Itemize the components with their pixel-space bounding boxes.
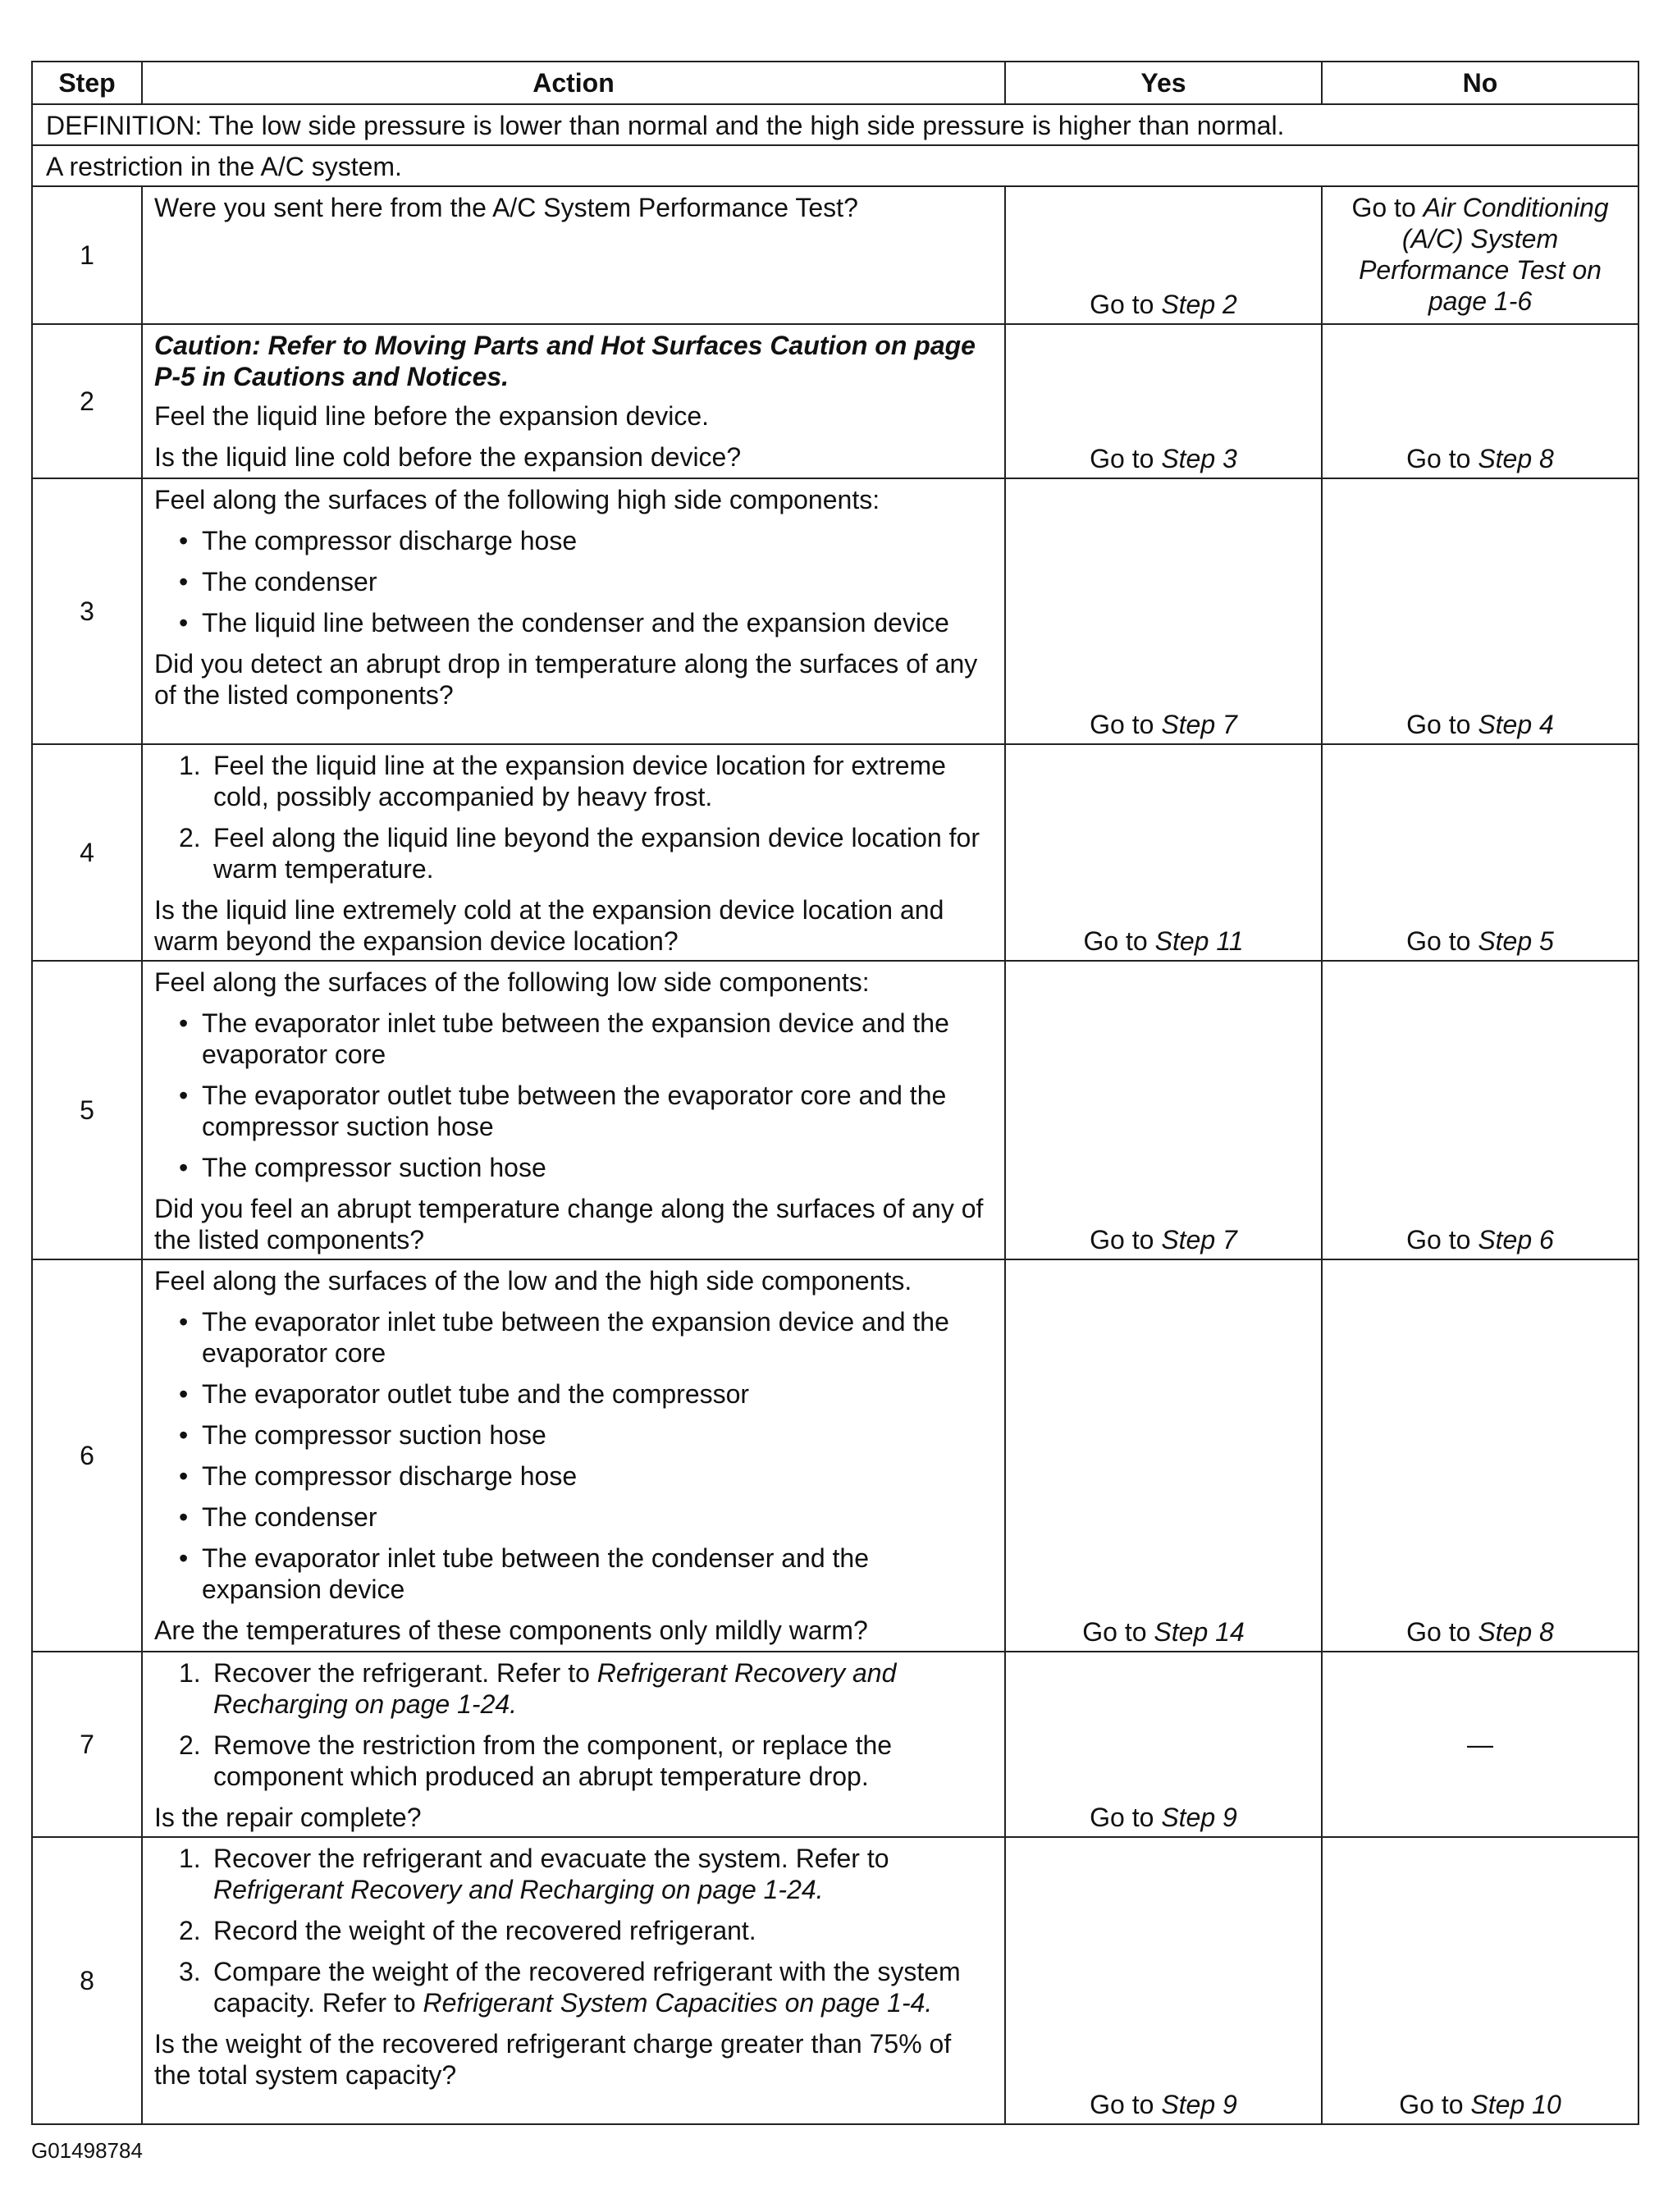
header-no: No (1322, 62, 1638, 104)
item-text: The liquid line between the condenser and the expansion device (202, 608, 949, 638)
list-item (154, 1956, 993, 2018)
item-text (213, 1657, 993, 1720)
list-item (154, 750, 993, 812)
header-step: Step (32, 62, 142, 104)
item-text (213, 1956, 993, 2018)
step-number: 6 (32, 1259, 142, 1652)
bullet-mark: • (179, 608, 189, 638)
yes-cell (1005, 478, 1322, 744)
step-number: 8 (32, 1837, 142, 2124)
item-text: Feel the liquid line at the expansion device location for extreme cold, possibly accompanied by heavy frost. (213, 751, 946, 811)
item-text: The evaporator inlet tube between the condenser and the expansion device (202, 1543, 870, 1604)
no-dash: — (1467, 1730, 1493, 1759)
intro-text: Feel along the surfaces of the following low side components: (154, 967, 870, 997)
step-number: 2 (32, 324, 142, 478)
step-action (142, 478, 1005, 744)
yes-prefix: Go to (1083, 926, 1155, 956)
yes-prefix: Go to (1082, 1617, 1154, 1647)
yes-step-link[interactable]: Step 9 (1161, 1803, 1237, 1832)
no-prefix: Go to (1351, 193, 1424, 222)
step-row-8 (32, 1837, 1638, 2124)
no-step-link[interactable]: Step 10 (1470, 2090, 1561, 2119)
no-prefix: Go to (1406, 926, 1478, 956)
yes-step-link[interactable]: Step 9 (1161, 2090, 1237, 2119)
no-cell (1322, 744, 1638, 961)
list-item (154, 1306, 993, 1369)
list-item (154, 1915, 993, 1946)
item-text: Feel along the liquid line beyond the expansion device location for warm temperature. (213, 823, 980, 884)
intro-text: Feel along the surfaces of the following high side components: (154, 485, 880, 514)
step-action (142, 1652, 1005, 1837)
step-number: 3 (32, 478, 142, 744)
yes-cell (1005, 1837, 1322, 2124)
list-item (154, 1501, 993, 1533)
step-row-4 (32, 744, 1638, 961)
no-step-link[interactable]: Step 6 (1478, 1225, 1554, 1255)
no-cell (1322, 1652, 1638, 1837)
definition-line-2: A restriction in the A/C system. (32, 145, 1638, 186)
yes-prefix: Go to (1090, 1803, 1162, 1832)
step-action (142, 1259, 1005, 1652)
header-action: Action (142, 62, 1005, 104)
step-number: 4 (32, 744, 142, 961)
item-text-part: Recover the refrigerant and evacuate the system. Refer to (213, 1844, 889, 1873)
question-text: Is the liquid line cold before the expansion device? (154, 442, 742, 472)
list-item (154, 1419, 993, 1451)
bullet-mark: • (179, 1307, 189, 1337)
number-mark: 2. (179, 1916, 201, 1945)
item-text: Remove the restriction from the component, or replace the component which produced an abrupt temperature drop. (213, 1730, 893, 1791)
list-item (154, 822, 993, 884)
yes-step-link[interactable]: Step 7 (1161, 1225, 1237, 1255)
item-text: The evaporator outlet tube and the compressor (202, 1379, 750, 1409)
step-number: 1 (32, 186, 142, 324)
yes-prefix: Go to (1090, 2090, 1162, 2119)
list-item (154, 1378, 993, 1410)
bullet-mark: • (179, 567, 189, 596)
number-mark: 2. (179, 823, 201, 852)
header-yes: Yes (1005, 62, 1322, 104)
step-row-2 (32, 324, 1638, 478)
no-prefix: Go to (1406, 710, 1478, 739)
item-text: The condenser (202, 567, 377, 596)
list-item (154, 1843, 993, 1905)
yes-cell (1005, 1259, 1322, 1652)
list-item (154, 566, 993, 597)
number-mark: 3. (179, 1957, 201, 1986)
bullet-mark: • (179, 1153, 189, 1182)
item-text: The compressor discharge hose (202, 1461, 578, 1491)
step-number: 7 (32, 1652, 142, 1837)
question-text: Did you feel an abrupt temperature change along the surfaces of any of the listed components? (154, 1194, 984, 1255)
no-cell (1322, 324, 1638, 478)
definition-row-2 (32, 145, 1638, 186)
item-text: The evaporator inlet tube between the expansion device and the evaporator core (202, 1008, 949, 1069)
step-row-5 (32, 961, 1638, 1259)
item-text-part: Compare the weight of the recovered refrigerant with the system capacity. Refer to (213, 1957, 961, 2018)
yes-step-link[interactable]: Step 14 (1154, 1617, 1245, 1647)
yes-step-link[interactable]: Step 7 (1161, 710, 1237, 739)
item-text: The evaporator outlet tube between the evaporator core and the compressor suction hose (202, 1081, 947, 1141)
step-action (142, 961, 1005, 1259)
diagnostic-table (31, 61, 1639, 2125)
yes-cell (1005, 961, 1322, 1259)
item-text (213, 1843, 993, 1905)
bullet-mark: • (179, 1543, 189, 1573)
no-cell (1322, 478, 1638, 744)
definition-line-1: DEFINITION: The low side pressure is lower than normal and the high side pressure is higher than normal. (32, 104, 1638, 145)
number-mark: 1. (179, 751, 201, 780)
item-text: The compressor suction hose (202, 1153, 546, 1182)
yes-prefix: Go to (1090, 290, 1162, 319)
yes-prefix: Go to (1090, 1225, 1162, 1255)
no-cell (1322, 1259, 1638, 1652)
question-text: Is the repair complete? (154, 1803, 422, 1832)
item-text: The condenser (202, 1502, 377, 1532)
no-step-link[interactable]: Step 4 (1478, 710, 1554, 739)
step-row-3 (32, 478, 1638, 744)
step-row-6 (32, 1259, 1638, 1652)
yes-cell (1005, 186, 1322, 324)
step-row-7 (32, 1652, 1638, 1837)
action-text: Feel the liquid line before the expansion device. (154, 401, 709, 431)
no-prefix: Go to (1406, 444, 1478, 473)
list-item (154, 1730, 993, 1792)
yes-step-link[interactable]: Step 2 (1161, 290, 1237, 319)
no-prefix: Go to (1406, 1617, 1478, 1647)
no-prefix: Go to (1406, 1225, 1478, 1255)
step-row-1 (32, 186, 1638, 324)
bullet-mark: • (179, 1461, 189, 1491)
yes-prefix: Go to (1090, 444, 1162, 473)
capacities-reference-link[interactable]: Refrigerant System Capacities on page 1-4. (423, 1988, 933, 2018)
number-mark: 1. (179, 1844, 201, 1873)
list-item (154, 1460, 993, 1492)
no-step-link[interactable]: Step 5 (1478, 926, 1554, 956)
step-number: 5 (32, 961, 142, 1259)
item-text: The compressor discharge hose (202, 526, 578, 555)
item-text: The compressor suction hose (202, 1420, 546, 1450)
bullet-mark: • (179, 1081, 189, 1110)
yes-cell (1005, 1652, 1322, 1837)
bullet-mark: • (179, 1420, 189, 1450)
yes-prefix: Go to (1090, 710, 1162, 739)
no-cell (1322, 186, 1638, 324)
action-text: Were you sent here from the A/C System Performance Test? (154, 193, 858, 222)
procedure-reference-link[interactable]: Refrigerant Recovery and Recharging on page 1-24. (213, 1875, 824, 1904)
no-cell (1322, 961, 1638, 1259)
question-text: Is the weight of the recovered refrigerant charge greater than 75% of the total system capacity? (154, 2029, 952, 2090)
number-mark: 1. (179, 1658, 201, 1688)
yes-cell (1005, 324, 1322, 478)
yes-step-link[interactable]: Step 11 (1154, 926, 1244, 956)
header-row (32, 62, 1638, 104)
list-item (154, 525, 993, 556)
bullet-mark: • (179, 1379, 189, 1409)
no-step-link[interactable]: Step 8 (1478, 1617, 1554, 1647)
intro-text: Feel along the surfaces of the low and the high side components. (154, 1266, 912, 1296)
list-item (154, 1008, 993, 1070)
question-text: Are the temperatures of these components only mildly warm? (154, 1616, 868, 1645)
step-action (142, 186, 1005, 324)
list-item (154, 1152, 993, 1183)
definition-row (32, 104, 1638, 145)
question-text: Is the liquid line extremely cold at the expansion device location and warm beyond the expansion device location? (154, 895, 944, 956)
step-action (142, 1837, 1005, 2124)
figure-id: G01498784 (31, 2138, 143, 2163)
yes-step-link[interactable]: Step 3 (1161, 444, 1237, 473)
item-text: The evaporator inlet tube between the expansion device and the evaporator core (202, 1307, 949, 1368)
bullet-mark: • (179, 526, 189, 555)
question-text: Did you detect an abrupt drop in temperature along the surfaces of any of the listed components? (154, 649, 978, 710)
no-prefix: Go to (1399, 2090, 1471, 2119)
step-action (142, 744, 1005, 961)
caution-text: Caution: Refer to Moving Parts and Hot Surfaces Caution on page P-5 in Cautions and Notices. (154, 331, 976, 391)
no-reference-link[interactable]: Air Conditioning (A/C) System Performance Test on page 1-6 (1359, 193, 1609, 316)
procedure-reference-link[interactable]: Refrigerant Recovery and Recharging on page 1-24. (213, 1658, 897, 1719)
yes-cell (1005, 744, 1322, 961)
step-action (142, 324, 1005, 478)
item-text: Record the weight of the recovered refrigerant. (213, 1916, 756, 1945)
item-text-part: Recover the refrigerant. Refer to (213, 1658, 597, 1688)
no-cell (1322, 1837, 1638, 2124)
list-item (154, 607, 993, 638)
number-mark: 2. (179, 1730, 201, 1760)
list-item (154, 1080, 993, 1142)
bullet-mark: • (179, 1502, 189, 1532)
no-step-link[interactable]: Step 8 (1478, 444, 1554, 473)
list-item (154, 1657, 993, 1720)
bullet-mark: • (179, 1008, 189, 1038)
list-item (154, 1542, 993, 1605)
